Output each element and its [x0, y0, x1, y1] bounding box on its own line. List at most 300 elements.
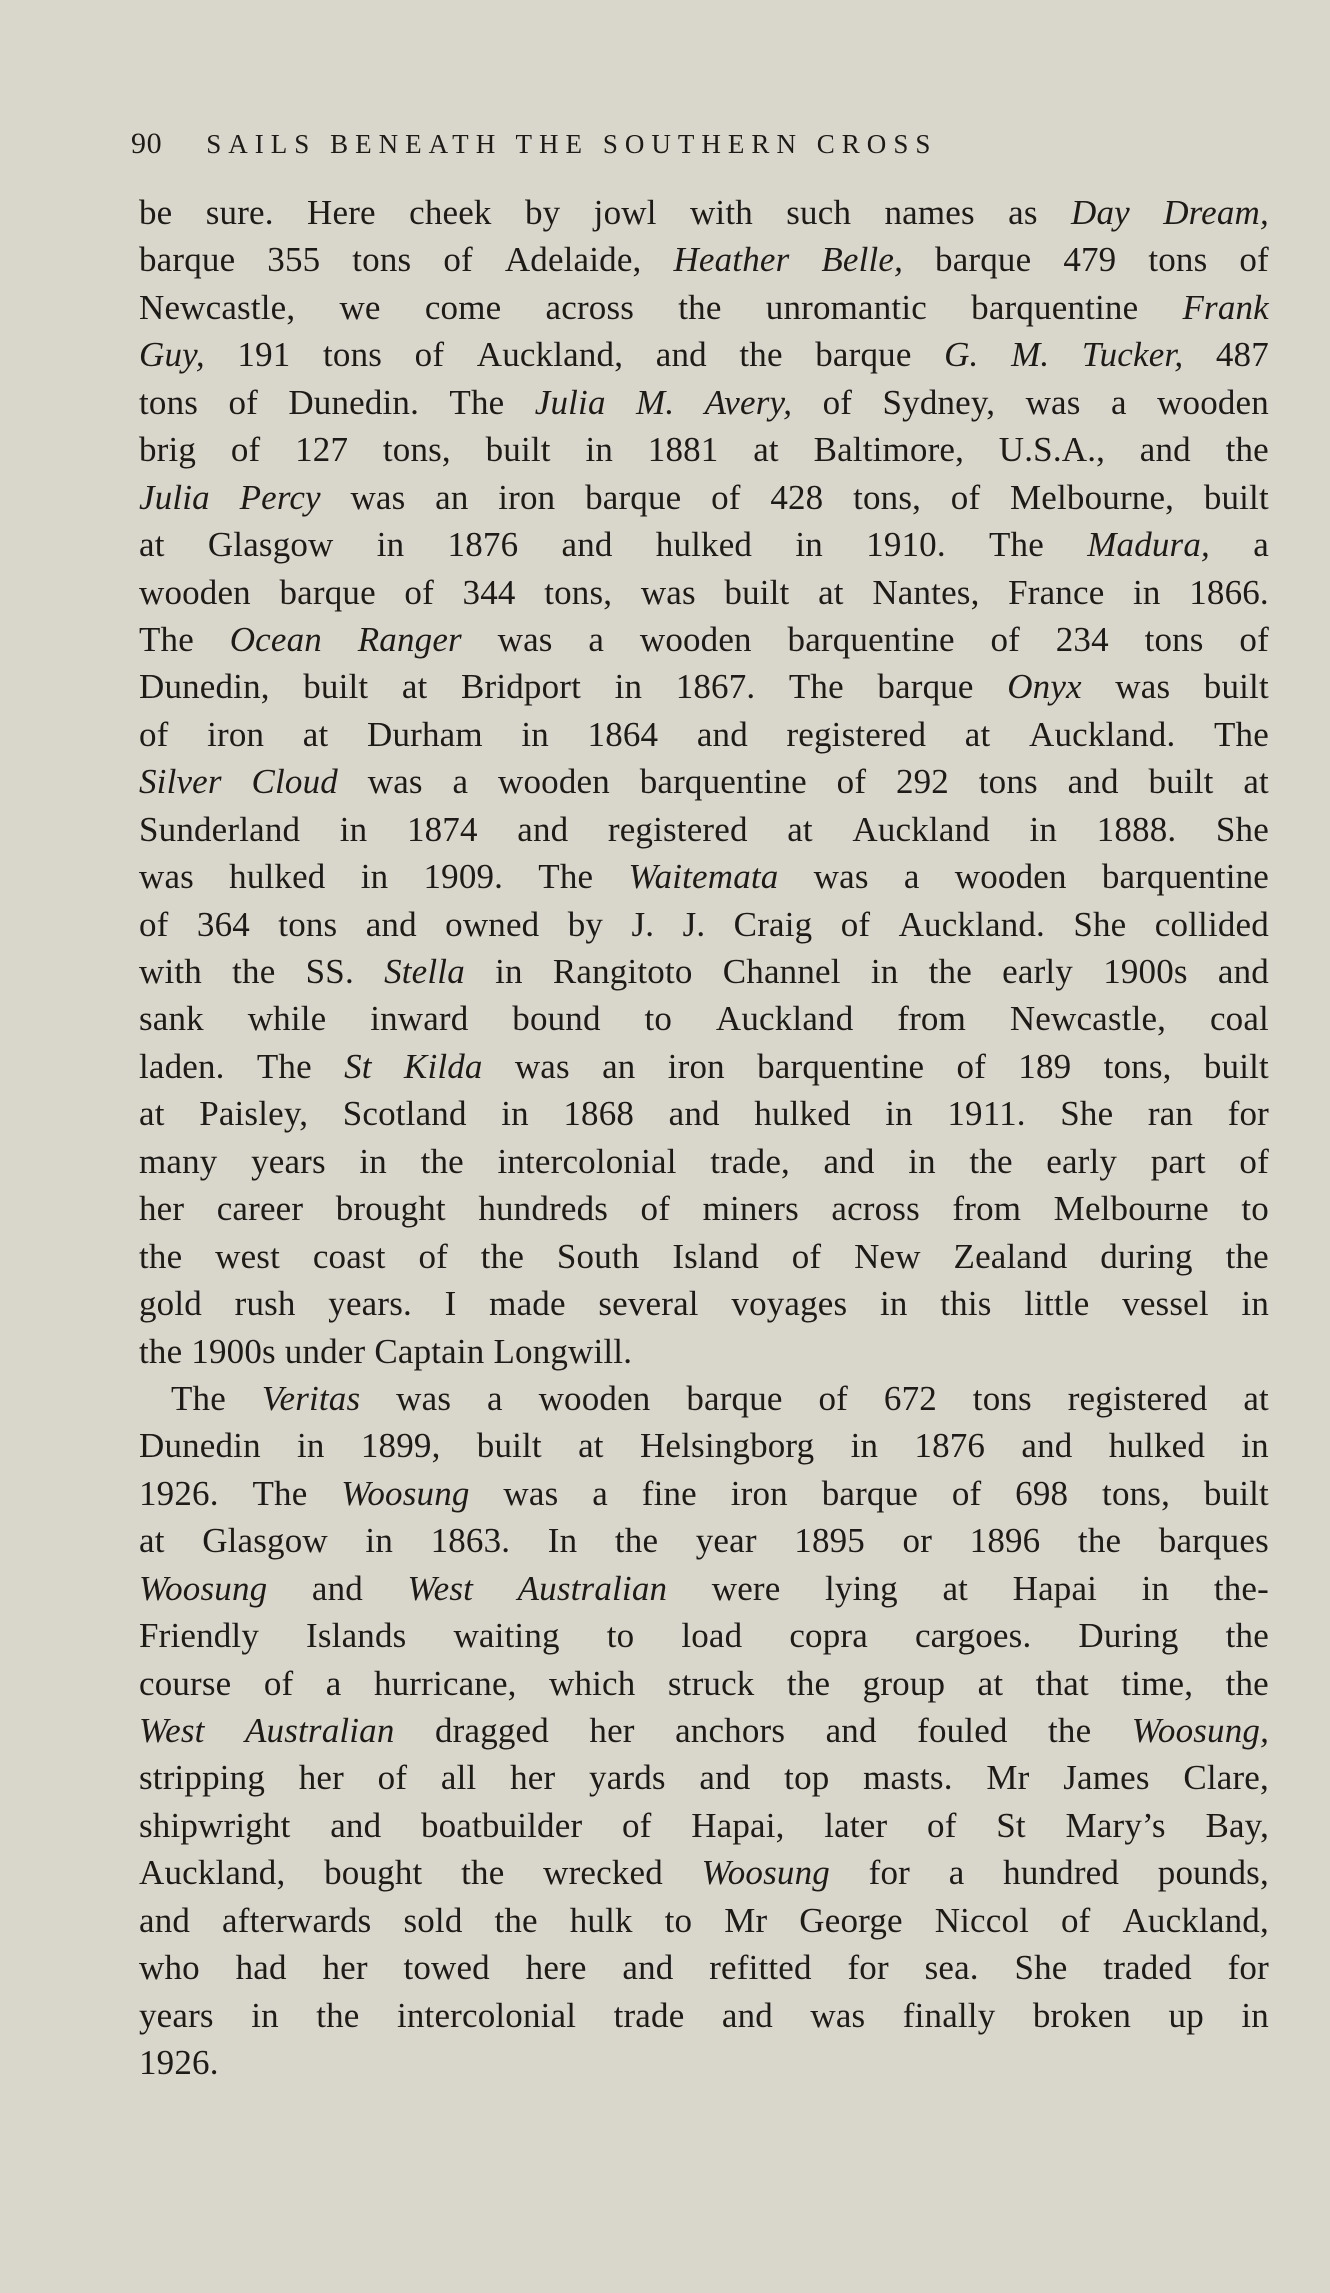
word: New [854, 1236, 921, 1276]
word: coal [1209, 999, 1269, 1039]
word: Sunderland [139, 809, 301, 849]
word: M. [1011, 335, 1050, 375]
word: was [640, 572, 696, 612]
word: from [952, 1189, 1022, 1229]
word: inward [370, 999, 469, 1039]
word: in [880, 1284, 908, 1324]
word: and [517, 809, 569, 849]
text-line [139, 1517, 1269, 1564]
word: Auckland, [139, 1853, 286, 1893]
word: James [1063, 1758, 1150, 1798]
word: Niccol [934, 1900, 1030, 1940]
word: Australian [244, 1711, 395, 1750]
word: a [1253, 525, 1269, 565]
word: J. [631, 904, 655, 944]
word: barque [686, 1378, 783, 1418]
word: The [1214, 714, 1269, 754]
word: and [699, 1758, 751, 1798]
word: rush [234, 1284, 296, 1324]
word: towed [403, 1948, 490, 1988]
word: in [1241, 1995, 1269, 2035]
word: at [139, 1521, 165, 1561]
word: of [404, 572, 434, 612]
word: of [263, 1663, 294, 1703]
word: iron [498, 477, 556, 517]
word: in [1241, 1284, 1269, 1324]
word: 1868 [563, 1094, 635, 1134]
word: later [824, 1805, 888, 1845]
word: we [339, 287, 381, 327]
word: west [215, 1236, 280, 1276]
text-line [139, 1090, 1269, 1137]
word: Island [672, 1236, 759, 1276]
word: J. [682, 904, 706, 944]
word: made [489, 1284, 566, 1324]
word: 479 [1063, 240, 1117, 280]
word: Auckland [852, 809, 990, 849]
word: the [1225, 1616, 1269, 1656]
word: Veritas [261, 1378, 361, 1418]
word: 191 [237, 335, 291, 375]
word: in [908, 1141, 936, 1181]
word: Silver [139, 762, 222, 802]
word: George [799, 1900, 903, 1940]
word: Mary’s [1065, 1805, 1166, 1845]
word: the [678, 287, 722, 327]
word: her [510, 1758, 556, 1798]
word: Dunedin [139, 1426, 261, 1466]
word: Helsingborg [639, 1426, 815, 1466]
text-line [139, 1707, 1269, 1754]
word: cargoes. [914, 1616, 1032, 1656]
word: early [1002, 952, 1073, 991]
word: load [681, 1616, 743, 1656]
word: Melbourne [1053, 1189, 1209, 1229]
word: of [230, 430, 261, 470]
word: Scotland [342, 1094, 467, 1134]
word: her [322, 1948, 368, 1988]
word: Guy, [139, 335, 205, 375]
word: Nantes, [872, 572, 980, 612]
word: The [139, 619, 194, 659]
word: The [989, 525, 1044, 565]
word: at [753, 430, 779, 470]
text-line [139, 1328, 1269, 1375]
word: 1909. [423, 857, 504, 897]
word: I [444, 1284, 457, 1324]
word: and [696, 714, 748, 754]
word: Friendly [139, 1616, 260, 1656]
word: the [139, 1236, 183, 1276]
text-line [139, 331, 1269, 378]
word: 127 [295, 430, 349, 470]
word: which [549, 1663, 636, 1703]
word: hundred [1003, 1853, 1120, 1893]
word: was [139, 857, 194, 897]
word: of [990, 619, 1020, 659]
word: at [964, 714, 991, 754]
word: She [1073, 904, 1127, 944]
word: by [567, 904, 604, 944]
word: of [640, 1189, 671, 1229]
word: her [139, 1189, 185, 1229]
word: Stella [384, 952, 465, 991]
text-line [139, 806, 1269, 853]
word: collided [1154, 904, 1269, 944]
text-line [139, 853, 1269, 900]
word: Frank [1182, 287, 1269, 327]
text-line [139, 189, 1269, 236]
word: had [235, 1948, 287, 1988]
word: tons [352, 240, 412, 280]
word: tons [1144, 619, 1204, 659]
word: built [476, 1426, 542, 1466]
word: of [414, 335, 445, 375]
word: were [711, 1568, 781, 1608]
word: tons [972, 1378, 1032, 1418]
word: at [139, 525, 165, 565]
word: that [1035, 1663, 1089, 1703]
word: Paisley, [199, 1094, 309, 1134]
word: part [1150, 1141, 1206, 1181]
text-line [139, 1849, 1269, 1896]
text-line [139, 1897, 1269, 1944]
text-line [139, 426, 1269, 473]
word: tons [1148, 240, 1208, 280]
word: and [825, 1711, 877, 1750]
word: France [1008, 572, 1105, 612]
word: little [1024, 1284, 1090, 1324]
word: career [216, 1189, 304, 1229]
word: hulk [569, 1900, 633, 1940]
word: the [494, 1900, 538, 1940]
word: 1881 [647, 430, 719, 470]
word: in [339, 809, 368, 849]
text-line [139, 1043, 1269, 1090]
word: jowl [593, 193, 657, 232]
word: Madura, [1087, 525, 1210, 565]
word: a [487, 1378, 503, 1418]
word: the [1048, 1711, 1092, 1750]
word: 1876 [447, 525, 519, 565]
word: and [311, 1568, 363, 1608]
word: Islands [306, 1616, 407, 1656]
word: hulked [655, 525, 753, 565]
word: registered [786, 714, 927, 754]
word: 1926. [139, 2043, 219, 2083]
word: of [621, 1805, 652, 1845]
word: barquentine [757, 1046, 925, 1086]
word: sank [139, 999, 204, 1039]
word: the [1225, 1663, 1269, 1703]
word: in [359, 1141, 387, 1181]
word: all [440, 1758, 477, 1798]
word: at [1243, 1378, 1269, 1418]
word: intercolonial [497, 1141, 677, 1181]
word: of [418, 1236, 448, 1276]
word: at [302, 714, 329, 754]
word: refitted [709, 1948, 812, 1988]
word: of [791, 1236, 822, 1276]
word: 1911. [947, 1094, 1026, 1134]
word: barque [139, 240, 236, 280]
word: in [885, 1094, 913, 1134]
word: 1867. [675, 667, 756, 707]
word: Sydney, [882, 382, 996, 422]
word: in [360, 857, 389, 897]
word: with [139, 952, 202, 991]
word: Dunedin. [288, 382, 420, 422]
word: 672 [883, 1378, 937, 1418]
word: was [1025, 382, 1081, 422]
word: traded [1103, 1948, 1192, 1988]
word: The [252, 1473, 308, 1513]
word: in [870, 952, 899, 991]
word: tons [278, 904, 338, 944]
word: Julia [139, 477, 210, 517]
text-line [139, 948, 1269, 995]
word: 487 [1215, 335, 1269, 375]
word: of [822, 382, 853, 422]
word: barque [279, 572, 376, 612]
word: Auckland, [1122, 1900, 1269, 1940]
word: in [795, 525, 823, 565]
text-line [139, 995, 1269, 1042]
word: Auckland, [476, 335, 624, 375]
word: Day [1071, 193, 1130, 232]
word: the [1225, 430, 1269, 470]
word: 1900s [191, 1331, 276, 1371]
word: an [602, 1046, 636, 1086]
word: bound [512, 999, 601, 1039]
word: Percy [239, 477, 321, 517]
word: 1926. [139, 1473, 219, 1513]
word: Channel [722, 952, 841, 991]
word: In [547, 1521, 578, 1561]
running-head [131, 124, 1211, 164]
word: in [501, 1094, 529, 1134]
word: Zealand [953, 1236, 1068, 1276]
word: sea. [924, 1948, 979, 1988]
word: Adelaide, [504, 240, 642, 280]
word: 1910. [866, 525, 946, 565]
running-title: SAILS BENEATH THE SOUTHERN CROSS [206, 128, 938, 159]
word: tons, [1103, 1046, 1172, 1086]
word: with [689, 193, 753, 232]
word: group [862, 1663, 946, 1703]
word: and [823, 1141, 875, 1181]
word: Ocean [229, 619, 322, 659]
word: 1874 [406, 809, 478, 849]
word: the [614, 1521, 659, 1561]
word: laden. [139, 1046, 225, 1086]
word: wooden [954, 857, 1067, 897]
word: at [977, 1663, 1004, 1703]
word: the [316, 1995, 360, 2035]
word: registered [607, 809, 748, 849]
word: the [461, 1853, 505, 1893]
word: St [996, 1805, 1026, 1845]
word: finally [902, 1995, 996, 2035]
word: fouled [917, 1711, 1008, 1750]
word: coast [312, 1236, 386, 1276]
word: and [561, 525, 613, 565]
word: She [1014, 1948, 1068, 1988]
word: at [139, 1094, 165, 1134]
word: was [497, 619, 553, 659]
text-line [139, 1944, 1269, 1991]
word: built [485, 430, 551, 470]
text-line [139, 1422, 1269, 1469]
word: the [139, 1331, 183, 1371]
body-text [139, 189, 1269, 2087]
word: cheek [409, 193, 492, 232]
word: the [1225, 1236, 1269, 1276]
word: in [1133, 572, 1161, 612]
text-line [139, 2039, 1269, 2086]
word: hurricane, [373, 1663, 517, 1703]
word: across [831, 1189, 920, 1229]
word: fine [641, 1473, 697, 1513]
word: and [1067, 762, 1119, 802]
word: built [724, 572, 790, 612]
word: was [350, 477, 406, 517]
word: many [139, 1141, 218, 1181]
text-line [139, 284, 1269, 331]
word: 189 [1018, 1046, 1072, 1086]
word: the [232, 952, 276, 991]
word: Bridport [461, 667, 582, 707]
word: the [480, 1236, 525, 1276]
text-line [139, 901, 1269, 948]
word: of [951, 1473, 982, 1513]
word: under [284, 1331, 366, 1371]
word: of [1239, 619, 1269, 659]
word: bought [324, 1853, 423, 1893]
page-number: 90 [131, 127, 163, 160]
word: 1876 [914, 1426, 986, 1466]
word: of [818, 1378, 849, 1418]
word: Glasgow [202, 1521, 328, 1561]
word: of [840, 904, 871, 944]
word: masts. [863, 1758, 953, 1798]
word: of [139, 904, 169, 944]
word: ran [1147, 1094, 1194, 1134]
word: who [139, 1948, 200, 1988]
text-line [139, 758, 1269, 805]
word: Longwill. [493, 1331, 633, 1371]
text-line [139, 1185, 1269, 1232]
text-line [139, 616, 1269, 663]
word: her [589, 1711, 635, 1750]
word: the [786, 1663, 831, 1703]
word: pounds, [1157, 1853, 1269, 1893]
word: Tucker, [1081, 335, 1184, 375]
word: a [948, 1853, 965, 1893]
word: and [139, 1900, 191, 1940]
word: Captain [374, 1331, 485, 1371]
word: be [139, 193, 173, 232]
word: 292 [895, 762, 949, 802]
word: across [545, 287, 635, 327]
word: Woosung [701, 1853, 830, 1893]
word: of [228, 382, 258, 422]
word: wooden [139, 572, 251, 612]
word: Hapai, [691, 1805, 785, 1845]
word: the [969, 1141, 1013, 1181]
word: barque [821, 1473, 918, 1513]
word: The [788, 667, 844, 707]
word: 364 [196, 904, 250, 944]
word: for [1227, 1094, 1269, 1134]
word: and [365, 904, 417, 944]
text-line [139, 1138, 1269, 1185]
word: 1899, [360, 1426, 441, 1466]
word: Julia [534, 382, 606, 422]
word: iron [730, 1473, 788, 1513]
word: intercolonial [396, 1995, 577, 2035]
word: sold [403, 1900, 463, 1940]
word: voyages [731, 1284, 848, 1324]
word: barque [935, 240, 1032, 280]
word: Mr [986, 1758, 1030, 1798]
word: time, [1121, 1663, 1194, 1703]
word: and [1217, 952, 1269, 991]
word: by [524, 193, 561, 232]
word: in [521, 714, 549, 754]
word: gold [139, 1284, 202, 1324]
word: hulked [754, 1094, 851, 1134]
word: The [256, 1046, 312, 1086]
word: dragged [434, 1711, 549, 1750]
word: in [376, 525, 405, 565]
word: of [377, 1758, 408, 1798]
word: barquentine [1101, 857, 1269, 897]
word: Heather [673, 240, 790, 280]
word: was [810, 1995, 866, 2035]
word: The [449, 382, 505, 422]
word: built [1203, 477, 1269, 517]
word: G. [944, 335, 979, 375]
word: of [927, 1805, 957, 1845]
word: from [897, 999, 966, 1039]
word: M. [636, 382, 675, 422]
word: barquentine [639, 762, 807, 802]
word: Dream, [1163, 193, 1269, 232]
word: a [325, 1663, 342, 1703]
text-line [139, 711, 1269, 758]
word: years [251, 1141, 326, 1181]
word: years [139, 1995, 214, 2035]
word: of [836, 762, 867, 802]
text-line [139, 1233, 1269, 1280]
word: unromantic [765, 287, 927, 327]
word: and [721, 1995, 773, 2035]
word: tons, [544, 572, 613, 612]
word: barque [877, 667, 974, 707]
word: such [786, 193, 852, 232]
word: Newcastle, [1009, 999, 1167, 1039]
word: of [956, 1046, 987, 1086]
word: and [655, 335, 707, 375]
word: barquentine [787, 619, 955, 659]
word: and [668, 1094, 720, 1134]
word: Newcastle, [139, 287, 296, 327]
word: in [1141, 1568, 1170, 1608]
word: Durham [367, 714, 483, 754]
word: here [525, 1948, 587, 1988]
word: 1888. [1096, 809, 1177, 849]
